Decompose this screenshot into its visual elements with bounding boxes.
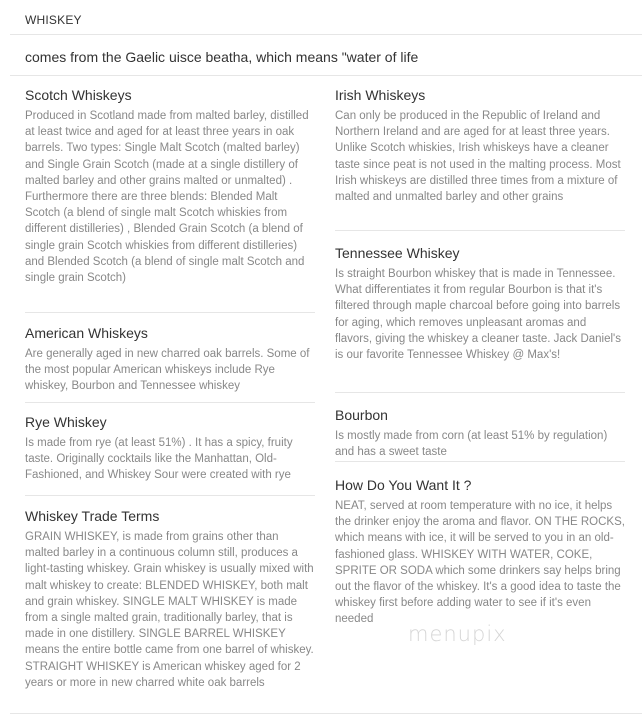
item-title: Bourbon bbox=[335, 407, 388, 423]
menu-item-scotch-whiskeys bbox=[25, 86, 315, 313]
item-title: Irish Whiskeys bbox=[335, 87, 426, 103]
menu-item-american-whiskeys bbox=[25, 313, 315, 403]
item-description: GRAIN WHISKEY, is made from grains other than malted barley in a continuous column still, produces a light-tasting whiskey. Grain whiskey is usually mixed with malt whiskey to create: BLENDED WHISKEY, both malt and grain whiskey. SINGLE MALT WHISKEY is made from a single malted grain, traditionally barley, that is made in one distillery. SINGLE BARREL WHISKEY means the entire bottle came from one barrel of whiskey. STRAIGHT WHISKEY is American whiskey aged for 2 years or more in new charred white oak barrels bbox=[25, 531, 314, 689]
item-title: Rye Whiskey bbox=[25, 414, 107, 430]
item-description: Are generally aged in new charred oak barrels. Some of the most popular American whiskeys include Rye whiskey, Bourbon and Tennessee whiskey bbox=[25, 348, 310, 393]
item-description: Can only be produced in the Republic of Ireland and Northern Ireland and are aged for at least three years. Unlike Scotch whiskies, Irish whiskeys have a cleaner taste since peat is not used in the malting process. Most Irish whiskeys are distilled three times from a mixture of malted and unmalted barley and other grains bbox=[335, 110, 621, 204]
item-title: Whiskey Trade Terms bbox=[25, 508, 160, 524]
item-description: Is straight Bourbon whiskey that is made in Tennessee. What differentiates it from regular Bourbon is that it's filtered through maple charcoal before going into barrels for aging, which removes unpleasant aromas and flavors, giving the whiskey a cleaner taste. Jack Daniel's is our favorite Tennessee Whiskey @ Max's! bbox=[335, 268, 621, 362]
menu-description: comes from the Gaelic uisce beatha, which means "water of life bbox=[25, 49, 419, 65]
item-title: How Do You Want It ? bbox=[335, 477, 472, 493]
left-column bbox=[25, 86, 315, 691]
menu-description-bar bbox=[10, 36, 642, 76]
menu-item-tennessee-whiskey bbox=[335, 231, 625, 393]
menu-title: WHISKEY bbox=[25, 13, 82, 27]
item-title: Tennessee Whiskey bbox=[335, 245, 460, 261]
menu-item-whiskey-trade-terms bbox=[25, 496, 315, 691]
right-column bbox=[335, 86, 625, 628]
item-description: NEAT, served at room temperature with no ice, it helps the drinker enjoy the aroma and flavor. ON THE ROCKS, which means with ice, it will be served to you in an old-fashioned glass. WHISKEY WITH WATER, COKE, SPRITE OR SODA which some drinkers say helps bring out the flavor of the whiskey. It's a good idea to taste the whiskey first before adding water to see if it's even needed bbox=[335, 500, 625, 626]
menu-item-bourbon bbox=[335, 393, 625, 462]
item-description: Is mostly made from corn (at least 51% by regulation) and has a sweet taste bbox=[335, 430, 608, 459]
item-title: Scotch Whiskeys bbox=[25, 87, 132, 103]
menu-item-rye-whiskey bbox=[25, 403, 315, 496]
item-title: American Whiskeys bbox=[25, 325, 148, 341]
menu-item-how-do-you-want-it bbox=[335, 462, 625, 628]
menu-header bbox=[10, 2, 642, 35]
item-description: Produced in Scotland made from malted barley, distilled at least twice and aged for at least three years in oak barrels. Two types: Single Malt Scotch (malted barley) and Single Grain Scotch (made at a single distillery of malted barley and other grains malted or unmalted) . Furthermore there are three blends: Blended Malt Scotch (a blend of single malt Scotch whiskies from different distilleries) , Blended Grain Scotch (a blend of single grain Scotch whiskies from different distilleries) and Blended Scotch (a blend of single malt Scotch and single grain Scotch) bbox=[25, 110, 309, 285]
menu-item-irish-whiskeys bbox=[335, 86, 625, 231]
item-description: Is made from rye (at least 51%) . It has a spicy, fruity taste. Originally cocktails like the Manhattan, Old-Fashioned, and Whiskey Sour were created with rye bbox=[25, 437, 293, 482]
menupix-watermark: menupix bbox=[408, 622, 507, 646]
bottom-divider bbox=[10, 713, 642, 714]
